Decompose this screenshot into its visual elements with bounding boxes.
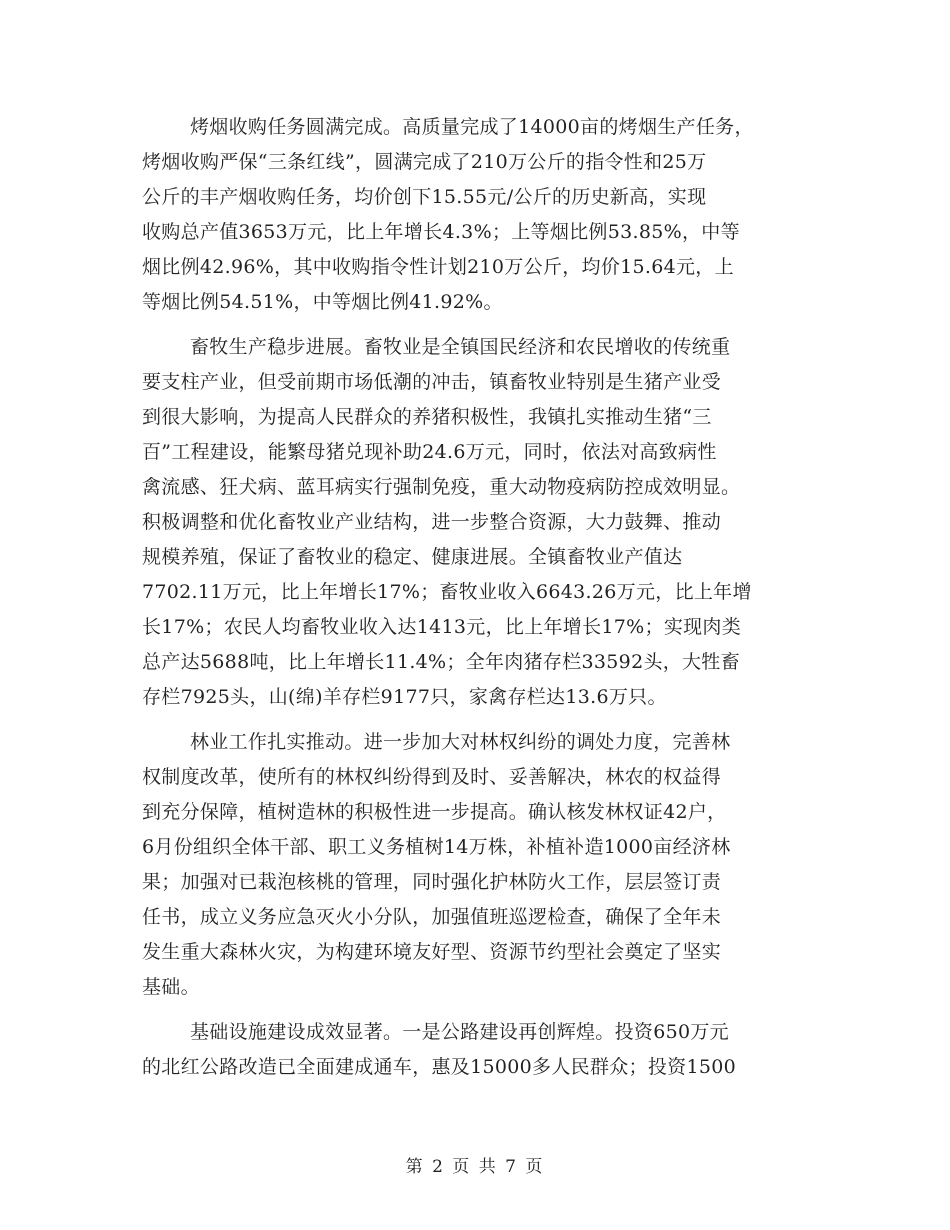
paragraph-2-line-5: 禽流感、狂犬病、蓝耳病实行强制免疫，重大动物疫病防控成效明显。 — [142, 476, 741, 498]
paragraph-1-line-3: 公斤的丰产烟收购任务，均价创下15.55元/公斤的历史新高，实现 — [142, 186, 707, 208]
paragraph-2-line-8: 7702.11万元，比上年增长17%；畜牧业收入6643.26万元，比上年增 — [142, 581, 752, 603]
paragraph-3-line-4: 6月份组织全体干部、职工义务植树14万株，补植补造1000亩经济林 — [142, 836, 731, 858]
paragraph-1-line-6: 等烟比例54.51%，中等烟比例41.92%。 — [142, 291, 503, 313]
paragraph-3-line-2: 权制度改革，使所有的林权纠纷得到及时、妥善解决，林农的权益得 — [142, 766, 722, 788]
paragraph-3-line-5: 果；加强对已栽泡核桃的管理，同时强化护林防火工作，层层签订责 — [142, 871, 722, 893]
paragraph-2-line-11: 存栏7925头，山(绵)羊存栏9177只，家禽存栏达13.6万只。 — [142, 686, 667, 708]
paragraph-1-line-4: 收购总产值3653万元，比上年增长4.3%；上等烟比例53.85%，中等 — [142, 221, 740, 243]
paragraph-4-line-1: 基础设施建设成效显著。一是公路建设再创辉煌。投资650万元 — [190, 1021, 729, 1043]
paragraph-3-line-3: 到充分保障，植树造林的积极性进一步提高。确认核发林权证42户， — [142, 801, 727, 823]
page-number-footer: 第 2 页 共 7 页 — [405, 1157, 545, 1177]
paragraph-2-line-3: 到很大影响，为提高人民群众的养猪积极性，我镇扎实推动生猪“三 — [142, 406, 712, 428]
paragraph-3-line-6: 任书，成立义务应急灭火小分队，加强值班巡逻检查，确保了全年未 — [142, 906, 722, 928]
paragraph-1-line-2: 烤烟收购严保“三条红线”，圆满完成了210万公斤的指令性和25万 — [142, 151, 707, 173]
paragraph-2-line-6: 积极调整和优化畜牧业产业结构，进一步整合资源，大力鼓舞、推动 — [142, 511, 722, 533]
paragraph-2-line-9: 长17%；农民人均畜牧业收入达1413元，比上年增长17%；实现肉类 — [142, 616, 742, 638]
paragraph-2-line-10: 总产达5688吨，比上年增长11.4%；全年肉猪存栏33592头，大牲畜 — [142, 651, 740, 673]
paragraph-3-line-8: 基础。 — [142, 976, 200, 998]
paragraph-2-line-7: 规模养殖，保证了畜牧业的稳定、健康进展。全镇畜牧业产值达 — [142, 546, 683, 568]
paragraph-2-line-2: 要支柱产业，但受前期市场低潮的冲击，镇畜牧业特别是生猪产业受 — [142, 371, 722, 393]
paragraph-1-line-5: 烟比例42.96%，其中收购指令性计划210万公斤，均价15.64元，上 — [142, 256, 734, 278]
paragraph-2-line-4: 百”工程建设，能繁母猪兑现补助24.6万元，同时，依法对高致病性 — [142, 441, 717, 463]
paragraph-1-line-1: 烤烟收购任务圆满完成。高质量完成了14000亩的烤烟生产任务， — [190, 116, 754, 138]
paragraph-2-line-1: 畜牧生产稳步进展。畜牧业是全镇国民经济和农民增收的传统重 — [190, 336, 731, 358]
paragraph-3-line-7: 发生重大森林火灾，为构建环境友好型、资源节约型社会奠定了坚实 — [142, 941, 722, 963]
paragraph-4-line-2: 的北红公路改造已全面建成通车，惠及15000多人民群众；投资1500 — [142, 1056, 736, 1078]
paragraph-3-line-1: 林业工作扎实推动。进一步加大对林权纠纷的调处力度，完善林 — [190, 731, 731, 753]
